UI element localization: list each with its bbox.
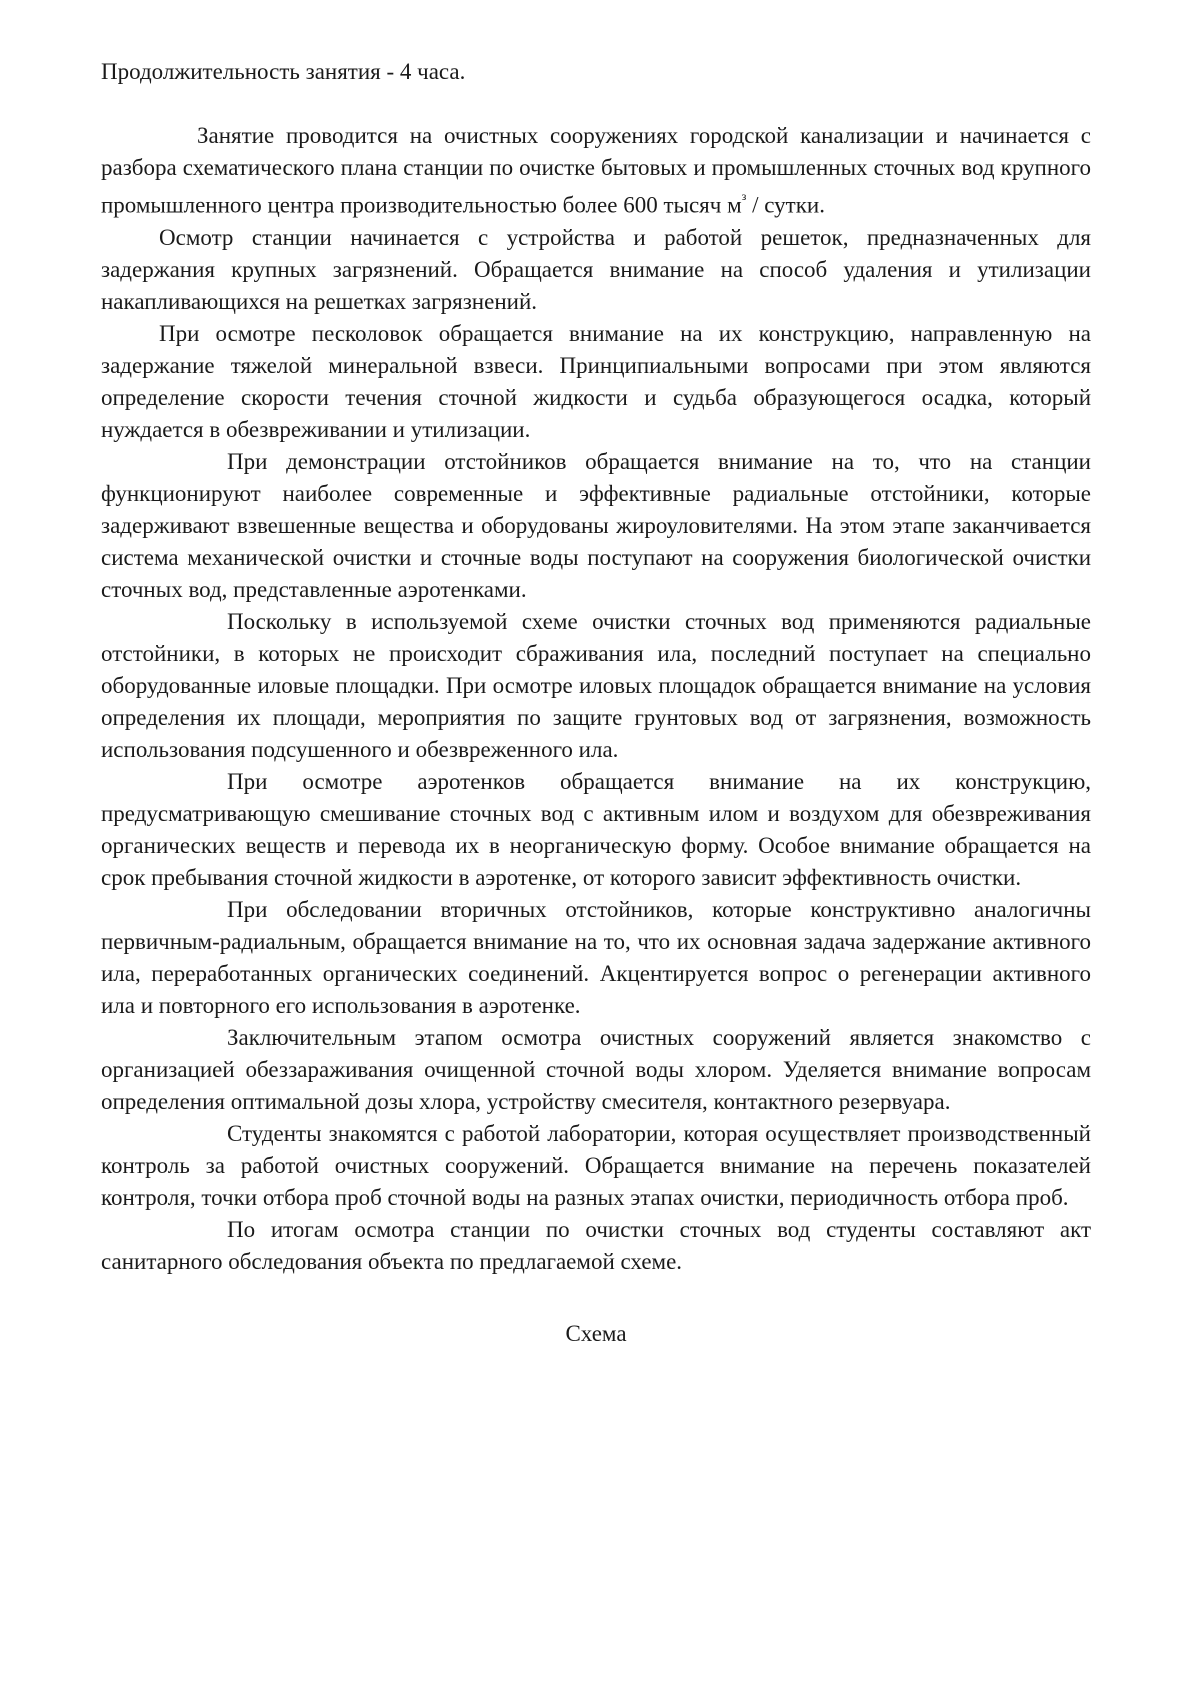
duration-line: Продолжительность занятия - 4 часа. (101, 59, 466, 84)
paragraph-secondary-settlers: При обследовании вторичных отстойников, которые конструктивно аналогичны первичным-радиальным, обращается внимание на то, что их основная задача задержание активного ила, переработанных органических соединений. Акцентируется вопрос о регенерации активного ила и повторного его использования в аэротенке. (101, 896, 1091, 1018)
paragraph-intro (101, 120, 1091, 222)
paragraph-intro-suffix: / сутки. (746, 192, 825, 218)
paragraph-sludge-beds: Поскольку в используемой схеме очистки сточных вод применяются радиальные отстойники, в которых не происходит сбраживания ила, последний поступает на специально оборудованные иловые площадки. При осмотре иловых площадок обращается внимание на условия определения их площади, мероприятия по защите грунтовых вод от загрязнения, возможность использования подсушенного и обезвреженного ила. (101, 608, 1091, 762)
paragraph-intro-text: Занятие проводится на очистных сооружениях городской канализации и начинается с разбора схематического плана станции по очистке бытовых и промышленных сточных вод крупного промышленного центра производительностью более 600 тысяч м (101, 123, 1091, 218)
paragraph-settlers: При демонстрации отстойников обращается внимание на то, что на станции функционируют наиболее современные и эффективные радиальные отстойники, которые задерживают взвешенные вещества и оборудованы жироуловителями. На этом этапе заканчивается система механической очистки и сточные воды поступают на сооружения биологической очистки сточных вод, представленные аэротенками. (101, 448, 1091, 602)
cubic-meter-mark: з (741, 189, 747, 203)
paragraph-sand-traps: При осмотре песколовок обращается внимание на их конструкцию, направленную на задержание тяжелой минеральной взвеси. Принципиальными вопросами при этом являются определение скорости течения сточной жидкости и судьба образующегося осадка, который нуждается в обезвреживании и утилизации. (101, 320, 1091, 442)
paragraph-disinfection: Заключительным этапом осмотра очистных сооружений является знакомство с организацией обеззараживания очищенной сточной воды хлором. Уделяется внимание вопросам определения оптимальной дозы хлора, устройству смесителя, контактного резервуара. (101, 1024, 1091, 1114)
paragraph-laboratory: Студенты знакомятся с работой лаборатории, которая осуществляет производственный контроль за работой очистных сооружений. Обращается внимание на перечень показателей контроля, точки отбора проб сточной воды на разных этапах очистки, периодичность отбора проб. (101, 1120, 1091, 1210)
paragraph-grates: Осмотр станции начинается с устройства и работой решеток, предназначенных для задержания крупных загрязнений. Обращается внимание на способ удаления и утилизации накапливающихся на решетках загрязнений. (101, 224, 1091, 314)
scheme-title: Схема (565, 1320, 627, 1346)
paragraph-aerotanks: При осмотре аэротенков обращается внимание на их конструкцию, предусматривающую смешивание сточных вод с активным илом и воздухом для обезвреживания органических веществ и перевода их в неорганическую форму. Особое внимание обращается на срок пребывания сточной жидкости в аэротенке, от которого зависит эффективность очистки. (101, 768, 1091, 890)
paragraph-conclusion: По итогам осмотра станции по очистки сточных вод студенты составляют акт санитарного обследования объекта по предлагаемой схеме. (101, 1216, 1091, 1274)
